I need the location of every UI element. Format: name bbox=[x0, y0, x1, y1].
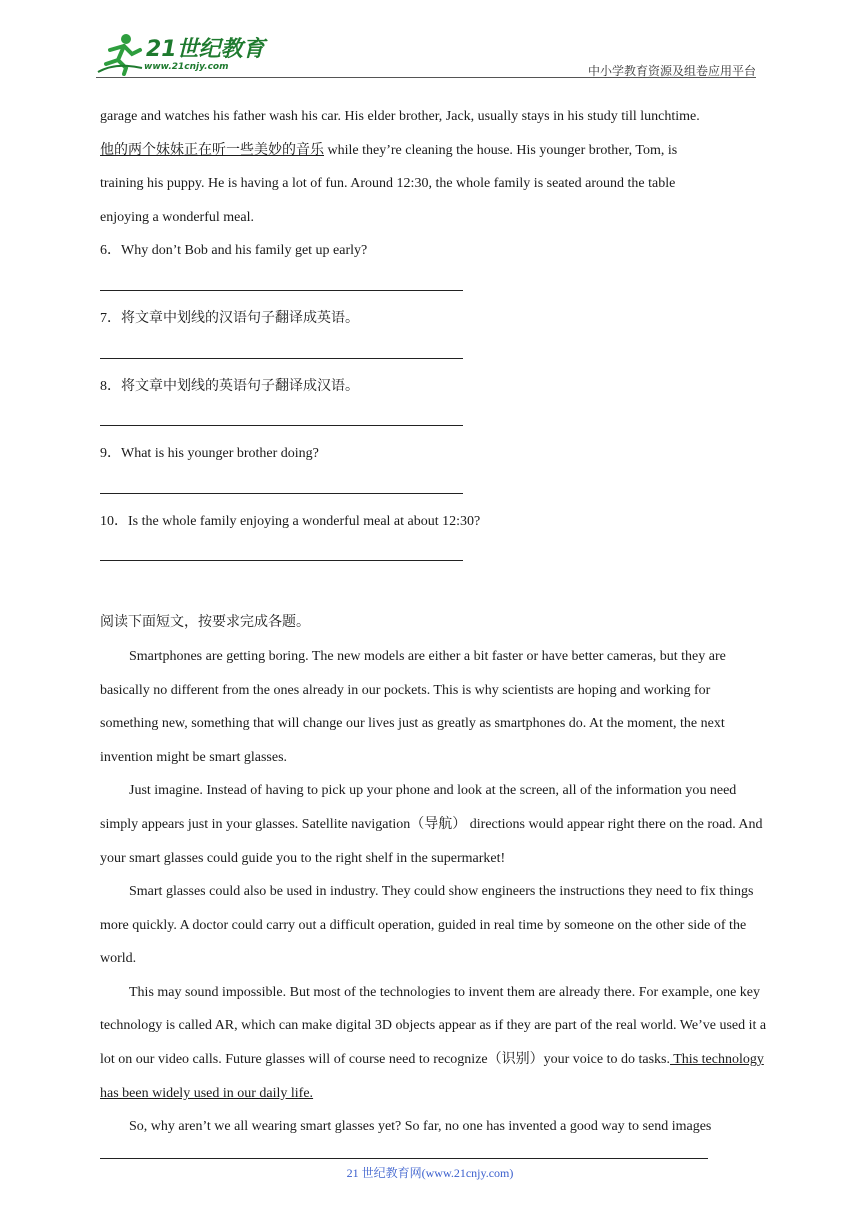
passage1-line: garage and watches his father wash his car. His elder brother, Jack, usually stays in his study till lunchtime. bbox=[100, 109, 700, 124]
question-7: 7．将文章中划线的汉语句子翻译成英语。 bbox=[100, 310, 359, 326]
passage2-paragraph: Smartphones are getting boring. The new models are either a bit faster or have better cameras, but they are basically no different from the ones already in our pockets. This is why scientists are hoping and working for something new, something that will change our lives just as greatly as smartphones do. At the moment, the next invention might be smart glasses. bbox=[100, 648, 726, 765]
question-8: 8．将文章中划线的英语句子翻译成汉语。 bbox=[100, 378, 359, 394]
page-header bbox=[96, 28, 756, 78]
passage1-text: while they’re cleaning the house. His younger brother, Tom, is bbox=[324, 142, 678, 158]
runner-logo-icon bbox=[96, 32, 144, 76]
answer-line[interactable] bbox=[100, 336, 770, 370]
document-body bbox=[100, 100, 770, 1144]
site-logo bbox=[96, 32, 266, 76]
question-10: 10．Is the whole family enjoying a wonderful meal at about 12:30? bbox=[100, 513, 481, 529]
passage1-line: enjoying a wonderful meal. bbox=[100, 209, 254, 225]
answer-line[interactable] bbox=[100, 403, 770, 437]
page-footer[interactable]: 21 世纪教育网(www.21cnjy.com) bbox=[346, 1166, 514, 1180]
reading-instruction: 阅读下面短文，按要求完成各题。 bbox=[100, 615, 310, 631]
header-divider bbox=[96, 77, 756, 78]
passage1-line bbox=[100, 134, 770, 168]
question-9: 9．What is his younger brother doing? bbox=[100, 446, 319, 462]
passage1-line: training his puppy. He is having a lot of fun. Around 12:30, the whole family is seated around the table bbox=[100, 176, 676, 192]
answer-line[interactable] bbox=[100, 268, 770, 302]
platform-title: 中小学教育资源及组卷应用平台 bbox=[587, 64, 756, 78]
passage2-paragraph: Smart glasses could also be used in industry. They could show engineers the instructions they need to fix things more quickly. A doctor could carry out a difficult operation, guided in real time by someone on the other side of the world. bbox=[100, 884, 754, 967]
answer-line[interactable] bbox=[100, 538, 770, 572]
passage2-paragraph bbox=[100, 976, 770, 1110]
footer-divider bbox=[100, 1158, 708, 1159]
underlined-chinese-sentence: 他的两个妹妹正在听一些美妙的音乐 bbox=[100, 142, 324, 158]
question-6: 6．Why don’t Bob and his family get up early? bbox=[100, 243, 368, 259]
passage2-text: This may sound impossible. But most of the technologies to invent them are already there. For example, one key technology is called AR, which can make digital 3D objects appear as if they are part of the real world. We’ve used it a lot on our video calls. Future glasses will of course need to recognize（识别）your voice to do tasks. bbox=[100, 984, 767, 1068]
logo-wordmark: 21世纪教育 bbox=[146, 37, 265, 62]
logo-url: www.21cnjy.com bbox=[144, 62, 229, 72]
passage2-paragraph: Just imagine. Instead of having to pick up your phone and look at the screen, all of the information you need simply appears just in your glasses. Satellite navigation（导航） directions would appear right there on the road. And your smart glasses could guide you to the right shelf in the supermarket! bbox=[100, 783, 763, 866]
underlined-english-sentence: This technology has been widely used in our daily life. bbox=[100, 1052, 764, 1101]
answer-line[interactable] bbox=[100, 471, 770, 505]
passage2-paragraph: So, why aren’t we all wearing smart glasses yet? So far, no one has invented a good way to send images bbox=[129, 1119, 712, 1135]
section-spacer bbox=[100, 572, 770, 606]
